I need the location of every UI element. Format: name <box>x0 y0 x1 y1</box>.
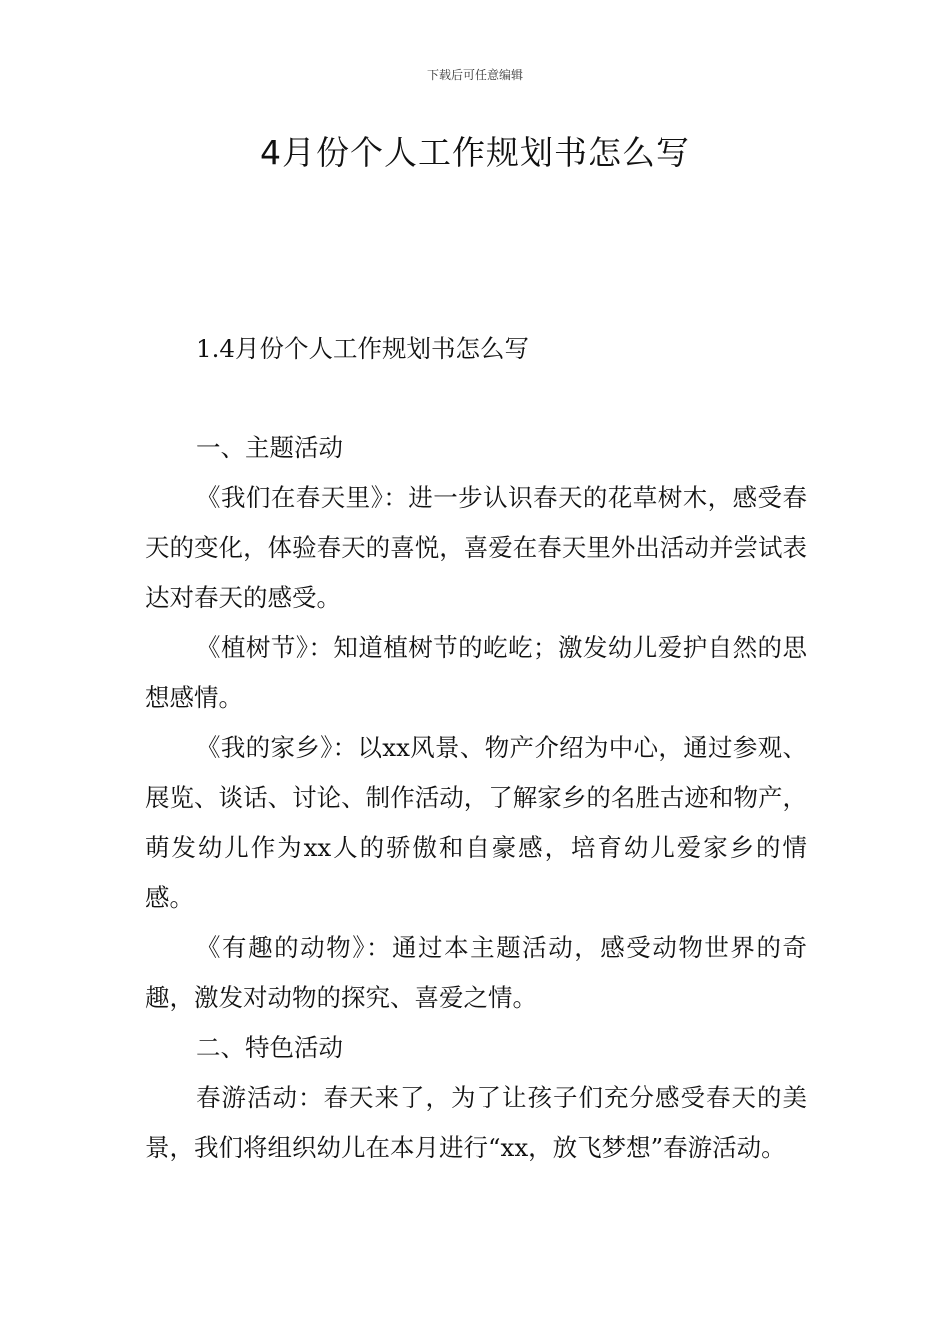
document-title: 4月份个人工作规划书怎么写 <box>260 133 690 172</box>
paragraph-spring-outing: 春游活动：春天来了，为了让孩子们充分感受春天的美景，我们将组织幼儿在本月进行“xx，放飞梦想”春游活动。 <box>145 1083 807 1162</box>
paragraph-spring: 《我们在春天里》：进一步认识春天的花草树木，感受春天的变化，体验春天的喜悦，喜爱在春天里外出活动并尝试表达对春天的感受。 <box>145 483 807 612</box>
header-note: 下载后可任意编辑 <box>426 68 523 82</box>
section-heading-special-activities: 二、特色活动 <box>196 1033 343 1062</box>
paragraph-hometown: 《我的家乡》：以xx风景、物产介绍为中心，通过参观、展览、谈话、讨论、制作活动，了解家乡的名胜古迹和物产，萌发幼儿作为xx人的骄傲和自豪感，培育幼儿爱家乡的情感。 <box>145 733 807 912</box>
subtitle-heading: 1.4月份个人工作规划书怎么写 <box>196 334 529 363</box>
paragraph-animals: 《有趣的动物》：通过本主题活动，感受动物世界的奇趣，激发对动物的探究、喜爱之情。 <box>145 933 807 1012</box>
body-text-block <box>145 473 807 1173</box>
paragraph-arbor-day: 《植树节》：知道植树节的屹屹；激发幼儿爱护自然的思想感情。 <box>145 633 807 712</box>
section-heading-theme-activities: 一、主题活动 <box>196 433 343 462</box>
